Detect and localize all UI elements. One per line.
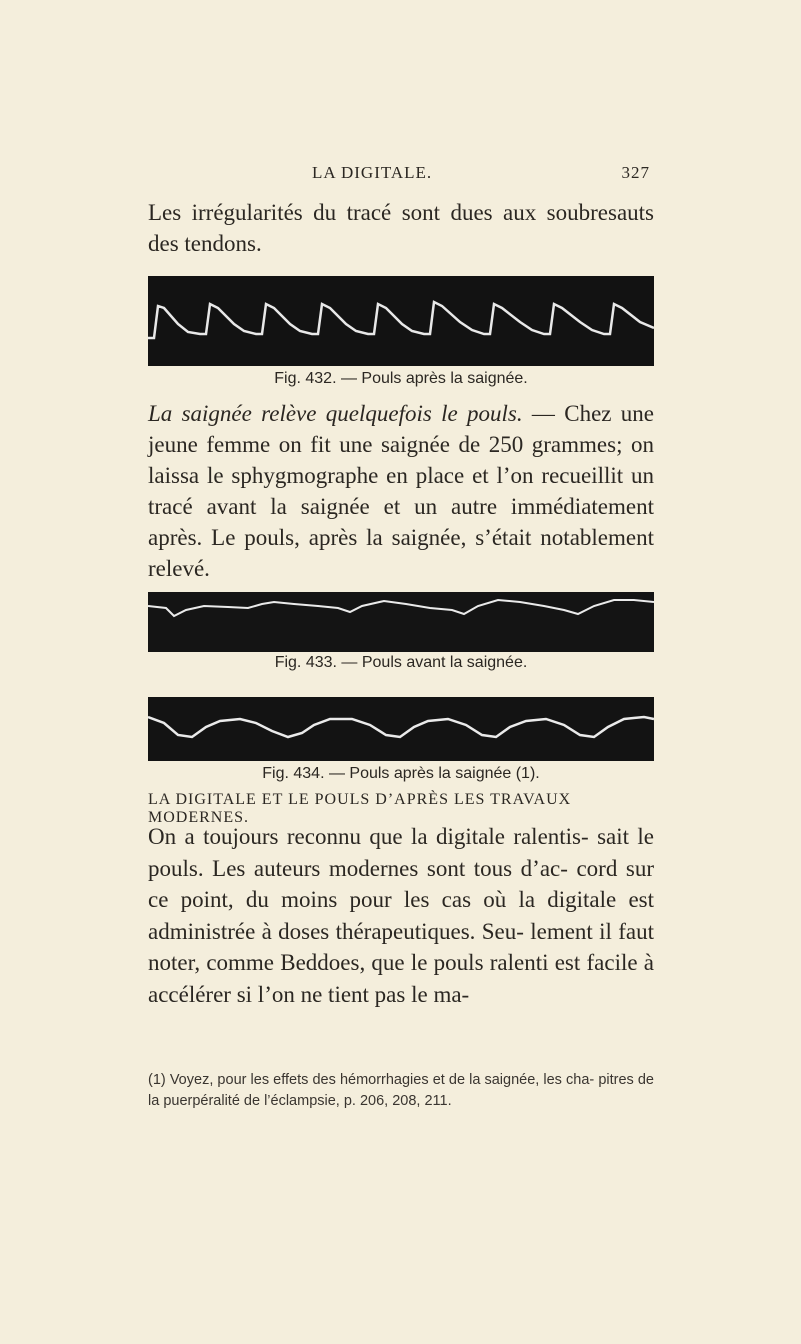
- paragraph-1: Les irrégularités du tracé sont dues aux soubresauts des tendons.: [148, 200, 654, 256]
- figure-432-caption: Fig. 432. — Pouls après la saignée.: [274, 370, 528, 387]
- footnote: (1) Voyez, pour les effets des hémorrhagies et de la saignée, les cha- pitres de la puerpéralité de l’éclampsie, p. 206, 208, 211.: [148, 1072, 654, 1109]
- figure-432-pulse-trace: [148, 276, 654, 366]
- figure-434-caption: Fig. 434. — Pouls après la saignée (1).: [262, 765, 540, 782]
- section-heading: LA DIGITALE ET LE POULS D’APRÈS LES TRAVAUX MODERNES.: [148, 791, 572, 826]
- figure-433-pulse-trace: [148, 592, 654, 652]
- figure-433-caption: Fig. 433. — Pouls avant la saignée.: [274, 654, 528, 671]
- paragraph-2: [148, 398, 654, 584]
- running-title: LA DIGITALE.: [312, 163, 433, 182]
- paragraph-2-text: — Chez une jeune femme on fit une saignée de 250 grammes; on laissa le sphygmographe en place et l’on recueillit un tracé avant la saignée et un autre immédiatement après. Le pouls, après la saignée, s’était notablement relevé.: [148, 401, 654, 581]
- paragraph-2-italic: La saignée relève quelquefois le pouls.: [148, 401, 523, 426]
- figure-434-pulse-trace: [148, 697, 654, 761]
- running-header: [150, 163, 650, 187]
- page-number: 327: [621, 163, 650, 182]
- paragraph-3: On a toujours reconnu que la digitale ralentis- sait le pouls. Les auteurs modernes sont tous d’ac- cord sur ce point, du moins pour les cas où la digitale est administrée à doses thérapeutiques. Seu- lement il faut noter, comme Beddoes, que le pouls ralenti est facile à accélérer si l’on ne tient pas le ma-: [148, 824, 654, 1007]
